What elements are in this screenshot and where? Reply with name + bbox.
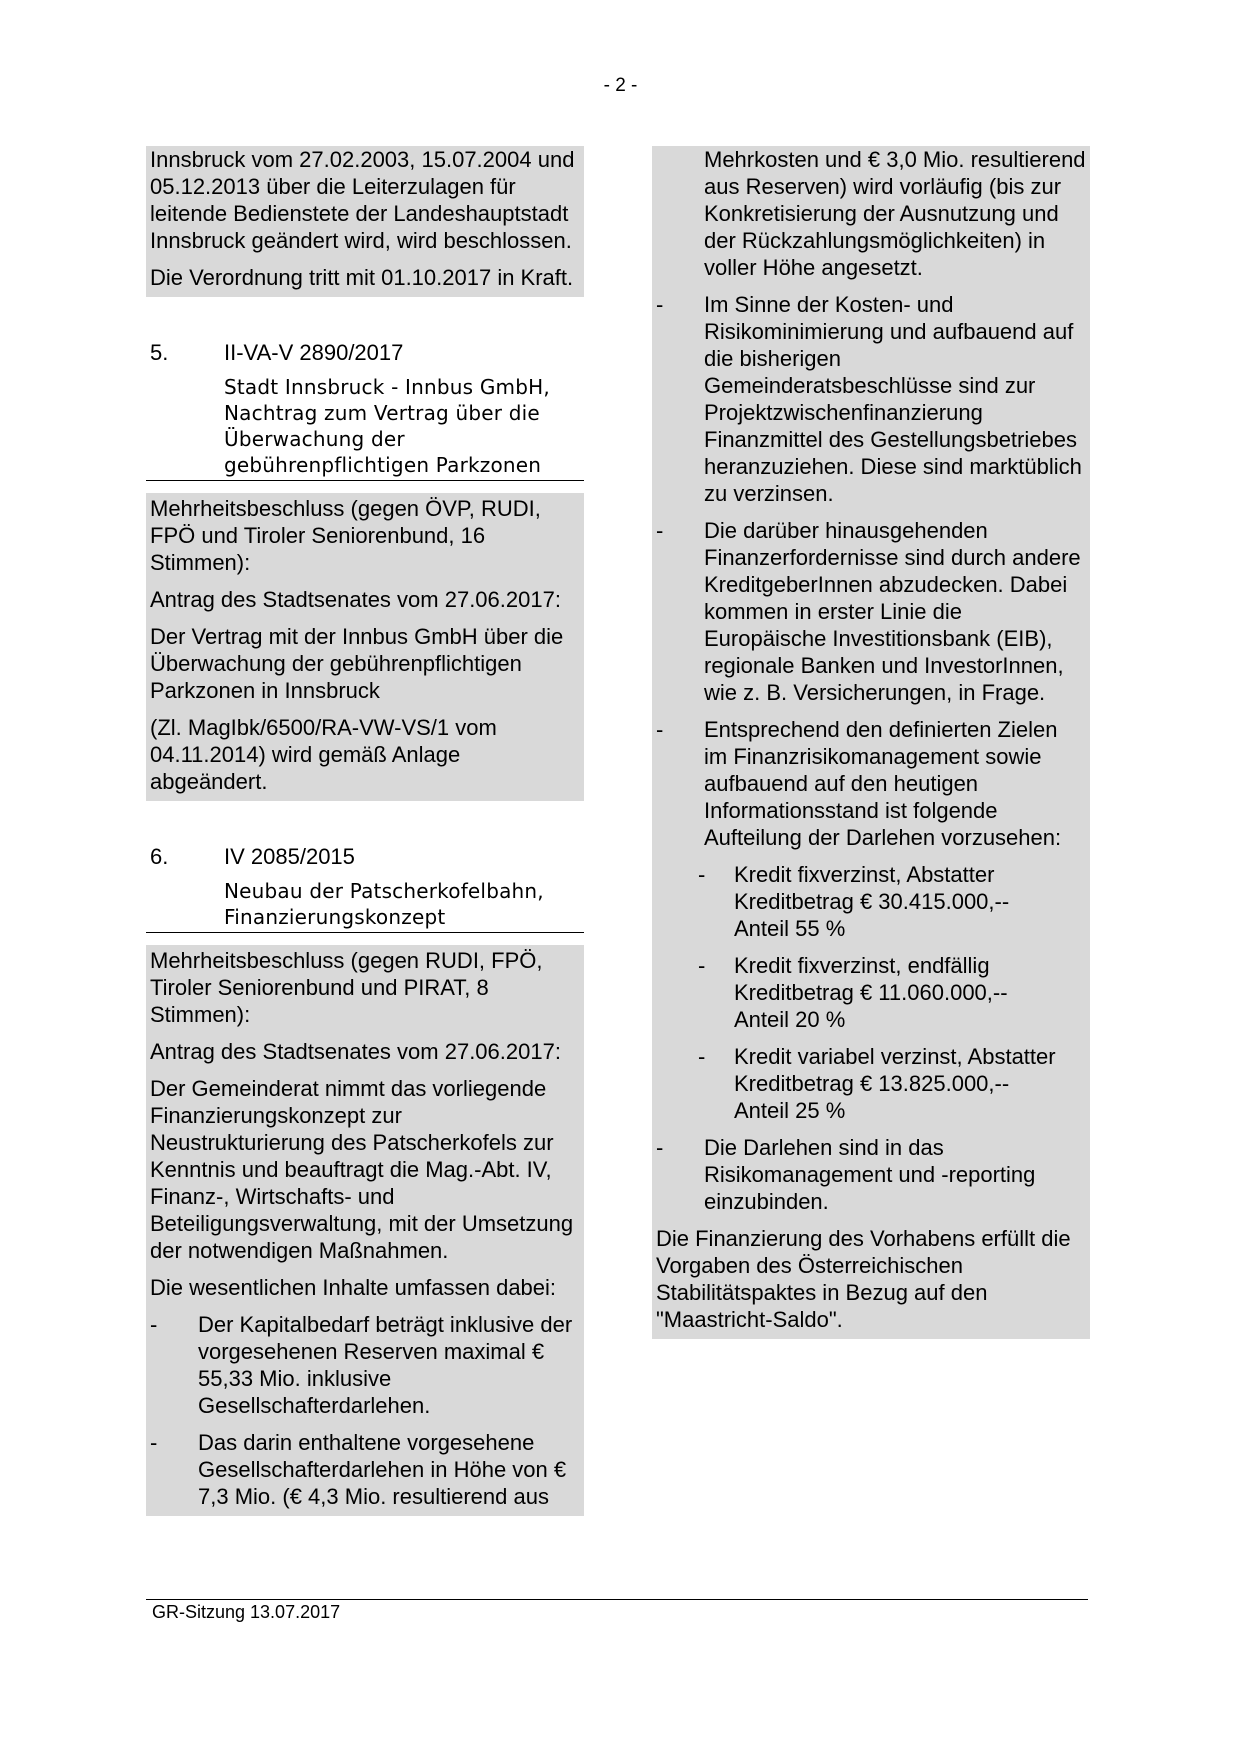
- credit-item: [656, 861, 1086, 942]
- list-item: [656, 716, 1086, 851]
- credit-type: Kredit fixverzinst, Abstatter: [734, 862, 995, 887]
- page-number: - 2 -: [603, 75, 638, 96]
- item-title: Stadt Innsbruck - Innbus GmbH, Nachtrag zum Vertrag über die Überwachung der gebührenpflichtigen Parkzonen: [146, 374, 584, 481]
- right-column: [652, 147, 1090, 1339]
- list-item: [656, 1134, 1086, 1215]
- credit-amount: Kreditbetrag € 30.415.000,--: [734, 889, 1010, 914]
- continuation-block: [652, 146, 1090, 1339]
- credit-share: Anteil 55 %: [734, 916, 846, 941]
- list-item-text: Die Darlehen sind in das Risikomanagement und -reporting einzubinden.: [704, 1135, 1036, 1214]
- footer-text: GR-Sitzung 13.07.2017: [152, 1602, 341, 1622]
- body-paragraph: Der Vertrag mit der Innbus GmbH über die Überwachung der gebührenpflichtigen Parkzonen in Innsbruck: [150, 624, 564, 703]
- dash-marker: -: [698, 1044, 706, 1069]
- motion-text: Antrag des Stadtsenates vom 27.06.2017:: [150, 1039, 561, 1064]
- item-code: IV 2085/2015: [224, 844, 355, 869]
- list-item-text: Entsprechend den definierten Zielen im Finanzrisikomanagement sowie aufbauend auf den heutigen Informationsstand ist folgende Aufteilung der Darlehen vorzusehen:: [704, 717, 1062, 850]
- continuation-text: Mehrkosten und € 3,0 Mio. resultierend aus Reserven) wird vorläufig (bis zur Konkretisierung der Ausnutzung und der Rückzahlungsmöglichkeiten) in voller Höhe angesetzt.: [704, 147, 1086, 280]
- item-title: Neubau der Patscherkofelbahn, Finanzierungskonzept: [146, 878, 584, 933]
- footer-rule: [146, 1599, 1088, 1600]
- list-item-text: Das darin enthaltene vorgesehene Gesellschafterdarlehen in Höhe von € 7,3 Mio. (€ 4,3 Mio. resultierend aus: [198, 1430, 567, 1509]
- list-item: [656, 517, 1086, 706]
- item-5-body: [146, 493, 584, 801]
- dash-marker: -: [656, 717, 664, 742]
- intro-paragraph: Die Verordnung tritt mit 01.10.2017 in Kraft.: [150, 265, 574, 290]
- body-paragraph: (Zl. MagIbk/6500/RA-VW-VS/1 vom 04.11.2014) wird gemäß Anlage abgeändert.: [150, 715, 497, 794]
- closing-paragraph: Die Finanzierung des Vorhabens erfüllt die Vorgaben des Österreichischen Stabilitätspaktes in Bezug auf den "Maastricht-Saldo".: [656, 1226, 1071, 1332]
- credit-share: Anteil 20 %: [734, 1007, 846, 1032]
- agenda-item-5: [146, 339, 584, 481]
- list-item-text: Der Kapitalbedarf beträgt inklusive der vorgesehenen Reserven maximal € 55,33 Mio. inklusive Gesellschafterdarlehen.: [198, 1312, 573, 1418]
- agenda-item-6: [146, 843, 584, 933]
- list-item-text: Im Sinne der Kosten- und Risikominimierung und aufbauend auf die bisherigen Gemeinderatsbeschlüsse sind zur Projektzwischenfinanzierung Finanzmittel des Gestellungsbetriebes heranzuziehen. Diese sind marktüblich zu verzinsen.: [704, 292, 1082, 506]
- item-6-body: [146, 945, 584, 1516]
- credit-share: Anteil 25 %: [734, 1098, 846, 1123]
- list-item: [656, 291, 1086, 507]
- credit-amount: Kreditbetrag € 13.825.000,--: [734, 1071, 1010, 1096]
- body-paragraph: Der Gemeinderat nimmt das vorliegende Finanzierungskonzept zur Neustrukturierung des Patscherkofels zur Kenntnis und beauftragt die Mag.-Abt. IV, Finanz-, Wirtschafts- und Beteiligungsverwaltung, mit der Umsetzung der notwendigen Maßnahmen.: [150, 1076, 574, 1263]
- dash-marker: -: [656, 1135, 664, 1160]
- credit-type: Kredit variabel verzinst, Abstatter: [734, 1044, 1056, 1069]
- resolution-text: Mehrheitsbeschluss (gegen RUDI, FPÖ, Tiroler Seniorenbund und PIRAT, 8 Stimmen):: [150, 948, 543, 1027]
- credit-type: Kredit fixverzinst, endfällig: [734, 953, 990, 978]
- credit-amount: Kreditbetrag € 11.060.000,--: [734, 980, 1008, 1005]
- dash-marker: -: [656, 292, 664, 317]
- resolution-text: Mehrheitsbeschluss (gegen ÖVP, RUDI, FPÖ und Tiroler Seniorenbund, 16 Stimmen):: [150, 496, 541, 575]
- item-number: 5.: [150, 340, 169, 365]
- dash-marker: -: [656, 518, 664, 543]
- list-item: [150, 1429, 580, 1510]
- body-paragraph: Die wesentlichen Inhalte umfassen dabei:: [150, 1275, 557, 1300]
- credit-item: [656, 1043, 1086, 1124]
- dash-marker: -: [150, 1312, 158, 1337]
- item-code: II-VA-V 2890/2017: [224, 340, 404, 365]
- dash-marker: -: [698, 862, 706, 887]
- intro-paragraph: Innsbruck vom 27.02.2003, 15.07.2004 und 05.12.2013 über die Leiterzulagen für leitende Bedienstete der Landeshauptstadt Innsbruck geändert wird, wird beschlossen.: [150, 147, 575, 253]
- left-column: [146, 147, 584, 1516]
- list-item: [150, 1311, 580, 1419]
- intro-block: [146, 146, 584, 297]
- list-item-text: Die darüber hinausgehenden Finanzerfordernisse sind durch andere KreditgeberInnen abzudecken. Dabei kommen in erster Linie die Europäische Investitionsbank (EIB), regionale Banken und InvestorInnen, wie z. B. Versicherungen, in Frage.: [704, 518, 1081, 705]
- dash-marker: -: [698, 953, 706, 978]
- motion-text: Antrag des Stadtsenates vom 27.06.2017:: [150, 587, 561, 612]
- credit-item: [656, 952, 1086, 1033]
- dash-marker: -: [150, 1430, 158, 1455]
- item-number: 6.: [150, 844, 169, 869]
